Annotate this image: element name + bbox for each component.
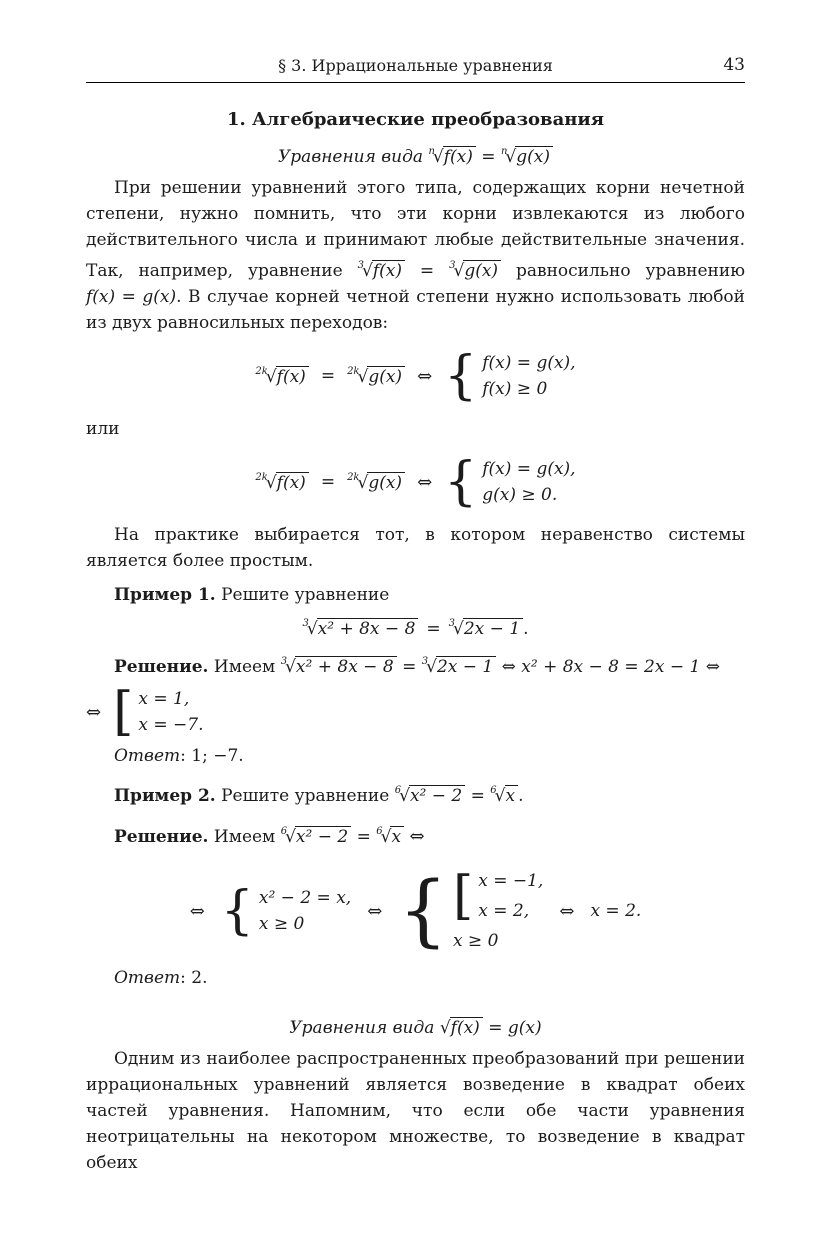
root-radicand: x xyxy=(390,826,404,847)
example2-solution xyxy=(86,819,745,850)
equals-sign: = xyxy=(356,827,371,847)
sixth-root-lhs xyxy=(395,786,466,806)
root-radicand: g(x) xyxy=(367,472,405,493)
case-system xyxy=(113,681,204,742)
root-radicand: f(x) xyxy=(372,260,405,281)
equals-sign: = xyxy=(470,786,485,806)
system-line: x ≥ 0 xyxy=(258,914,305,934)
example1-solution xyxy=(86,649,745,680)
paragraph-intro xyxy=(86,175,745,336)
iff-symbol: ⇔ xyxy=(189,900,205,922)
answer-label: Ответ xyxy=(114,746,181,766)
left-brace: { xyxy=(220,880,254,941)
radical-sign: √ xyxy=(426,657,437,677)
solution-text: Имеем xyxy=(213,827,276,847)
sixth-root-lhs xyxy=(281,827,352,847)
subtitle-odd-roots xyxy=(86,146,745,167)
radical-sign: √ xyxy=(306,619,318,639)
equation-rhs: = g(x) xyxy=(488,1018,542,1038)
root-index: 3 xyxy=(449,260,456,271)
root-radicand: 2x − 1 xyxy=(436,656,496,677)
root-radicand: f(x) xyxy=(450,1017,483,1038)
radical-sign: √ xyxy=(361,261,373,281)
root-index: 3 xyxy=(357,260,364,271)
page-number: 43 xyxy=(723,55,745,75)
left-brace: { xyxy=(444,345,478,406)
example2-transform-row xyxy=(86,866,745,956)
example1-label: Пример 1. xyxy=(114,585,216,605)
system-line: x ≥ 0 xyxy=(452,931,499,951)
equivalence-transition-2 xyxy=(86,451,745,512)
nested-case-system xyxy=(453,866,543,926)
root-radicand: x² + 8x − 8 xyxy=(295,656,397,677)
example2-label: Пример 2. xyxy=(114,786,216,806)
root-radicand: f(x) xyxy=(276,366,309,387)
cube-root-rhs xyxy=(449,261,501,281)
root-radicand: f(x) xyxy=(276,472,309,493)
radical-sign: √ xyxy=(439,1018,451,1038)
case-line: x = 1, xyxy=(138,689,190,709)
root-index: 2k xyxy=(255,471,268,483)
system-line: f(x) ≥ 0 xyxy=(482,379,548,399)
root-radicand: g(x) xyxy=(367,366,405,387)
system-line: f(x) = g(x), xyxy=(482,353,576,373)
root-radicand: x xyxy=(505,785,519,806)
iff-symbol: ⇔ xyxy=(409,826,425,847)
root-index: 3 xyxy=(280,656,288,667)
equals-sign: = xyxy=(419,261,435,281)
root-index: 2k xyxy=(347,471,360,483)
equals-sign: = xyxy=(481,147,496,167)
example1-answer xyxy=(86,746,745,766)
cube-root-rhs xyxy=(422,657,497,677)
cube-root-lhs xyxy=(281,657,397,677)
system-line: f(x) = g(x), xyxy=(482,459,576,479)
radical-sign: √ xyxy=(380,827,392,847)
paragraph-squaring: Одним из наиболее распространенных преобразований при решении иррациональных уравнений является возведение в квадрат обеих частей уравнения. Напомним, что если обе части уравнения неотрицательны на некотором множестве, то возведение в квадрат обеих xyxy=(86,1049,745,1173)
root-index: 6 xyxy=(280,826,288,837)
iff-symbol: ⇔ xyxy=(559,900,575,922)
root-index: 3 xyxy=(421,656,429,667)
left-bracket: [ xyxy=(452,865,474,926)
iff-symbol: ⇔ xyxy=(417,365,433,387)
example1-equation xyxy=(86,618,745,639)
final-result: x = 2. xyxy=(590,901,642,921)
inline-equation: f(x) = g(x) xyxy=(86,287,177,307)
paragraph-practice: На практике выбирается тот, в котором неравенство системы является более простым. xyxy=(86,525,745,571)
left-brace: { xyxy=(444,451,478,512)
root-index: 6 xyxy=(394,785,402,796)
2k-root-lhs xyxy=(255,472,308,493)
example1-case-system xyxy=(86,681,745,742)
radical-sign: √ xyxy=(357,472,369,493)
nth-root-lhs xyxy=(428,147,475,167)
running-header-title: § 3. Иррациональные уравнения xyxy=(278,56,553,75)
equivalence-chain: ⇔ x² + 8x − 8 = 2x − 1 ⇔ xyxy=(501,657,720,677)
example1-heading xyxy=(86,582,745,608)
section-title: 1. Алгебраические преобразования xyxy=(226,109,605,130)
equals-sign: = xyxy=(320,366,336,386)
equation-system xyxy=(444,345,576,406)
root-index: n xyxy=(500,146,508,157)
root-radicand: f(x) xyxy=(443,146,476,167)
radical-sign: √ xyxy=(453,261,465,281)
cube-root-rhs xyxy=(449,618,524,639)
nth-root-rhs xyxy=(501,147,553,167)
2k-root-rhs xyxy=(347,472,405,493)
root-radicand: x² − 2 xyxy=(409,785,465,806)
cube-root-lhs xyxy=(302,618,418,639)
case-line: x = −7. xyxy=(138,715,204,735)
2k-root-lhs xyxy=(255,366,308,387)
example2-answer xyxy=(86,968,745,988)
example1-task: Решите уравнение xyxy=(221,585,390,605)
left-brace: { xyxy=(398,865,448,956)
answer-value: : 2. xyxy=(180,968,208,988)
cube-root-lhs xyxy=(358,261,405,281)
root-index: 6 xyxy=(490,785,497,796)
solution-label: Решение. xyxy=(114,827,209,847)
period: . xyxy=(523,618,529,639)
2k-root-rhs xyxy=(347,366,405,387)
root-index: 3 xyxy=(302,618,309,629)
root-radicand: g(x) xyxy=(515,146,553,167)
root-index: 2k xyxy=(347,365,360,377)
solution-text: Имеем xyxy=(213,657,276,677)
root-radicand: 2x − 1 xyxy=(463,618,523,639)
square-root xyxy=(440,1018,483,1038)
running-header xyxy=(86,56,745,83)
equals-sign: = xyxy=(402,657,417,677)
or-word: или xyxy=(86,419,120,439)
radical-sign: √ xyxy=(357,366,369,387)
system-1 xyxy=(220,880,352,941)
sixth-root-rhs xyxy=(376,827,404,847)
radical-sign: √ xyxy=(453,619,464,639)
equivalence-transition-1 xyxy=(86,345,745,406)
solution-label: Решение. xyxy=(114,657,209,677)
radical-sign: √ xyxy=(285,827,296,847)
paragraph-text: . В случае корней четной степени нужно использовать любой из двух равносильных переходов: xyxy=(86,287,745,333)
root-index: n xyxy=(428,146,435,157)
subtitle-sqrt-form xyxy=(86,1018,745,1038)
example2-heading xyxy=(86,778,745,809)
radical-sign: √ xyxy=(494,786,506,806)
paragraph-text: равносильно уравнению xyxy=(515,261,745,281)
subtitle-label: Уравнения вида xyxy=(289,1018,435,1038)
system-line: g(x) ≥ 0. xyxy=(482,485,558,505)
root-index: 2k xyxy=(255,365,268,377)
example2-task: Решите уравнение xyxy=(221,786,390,806)
case-line: x = 2, xyxy=(478,901,530,921)
radical-sign: √ xyxy=(265,472,277,493)
radical-sign: √ xyxy=(285,657,296,677)
root-radicand: g(x) xyxy=(463,260,501,281)
iff-symbol: ⇔ xyxy=(367,900,383,922)
answer-value: : 1; −7. xyxy=(180,746,244,766)
iff-symbol: ⇔ xyxy=(86,701,102,723)
radical-sign: √ xyxy=(432,147,444,167)
system-line: x² − 2 = x, xyxy=(258,888,352,908)
root-radicand: x² − 2 xyxy=(295,826,351,847)
radical-sign: √ xyxy=(399,786,410,806)
root-index: 3 xyxy=(448,618,456,629)
iff-symbol: ⇔ xyxy=(417,471,433,493)
equals-sign: = xyxy=(426,618,441,639)
radical-sign: √ xyxy=(265,366,277,387)
left-bracket: [ xyxy=(113,681,134,742)
subtitle-label: Уравнения вида xyxy=(278,147,424,167)
equation-system xyxy=(444,451,576,512)
root-radicand: x² + 8x − 8 xyxy=(317,618,419,639)
system-2 xyxy=(398,866,543,956)
radical-sign: √ xyxy=(505,147,517,167)
equals-sign: = xyxy=(320,472,336,492)
case-line: x = −1, xyxy=(478,871,544,891)
answer-label: Ответ xyxy=(114,968,181,988)
paragraph-text: При решении уравнений этого типа, содержащих корни нечетной степени, нужно помнить, что эти корни извлекаются из любого действительного числа и принимают любые действительные значения. Так, например, уравнение xyxy=(86,178,745,281)
root-index: 6 xyxy=(376,826,383,837)
period: . xyxy=(518,786,524,806)
sixth-root-rhs xyxy=(490,786,518,806)
